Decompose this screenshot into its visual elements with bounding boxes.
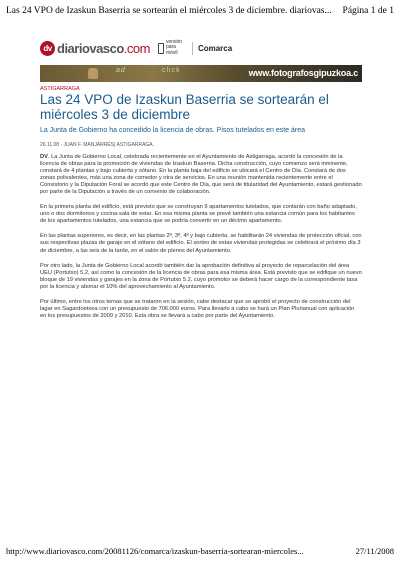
header-divider [192, 42, 193, 55]
print-header [6, 6, 394, 16]
mobile-phone-icon[interactable] [158, 43, 164, 54]
print-url: http://www.diariovasco.com/20081126/comarca/izaskun-baserria-sortearan-miercoles... [6, 546, 304, 556]
article-paragraph-text: . La Junta de Gobierno Local, celebrada recientemente en el Ayuntamiento de Astigarraga, acordó la concesión de la licencia de obras para la promoción de viviendas de Izaskun Baserria. Dicha construcción, cuyo comienzo será inminente, constará de 4 plantas y bajo cubierta y sótano. En la planta baja del edificio se ubicará el Centro de Día. Constará de dos zonas polivalentes, más una zona de comedor y otra de servicios. En una reunión mantenida recientemente entre el Consistorio y la Diputación Foral se acordó que este Centro de Día, que será de titularidad del Ayuntamiento, estará gestionado por parte de la Diputación a través de un convenio de colaboración. [40, 153, 362, 195]
banner-ad-text: ad [116, 67, 126, 74]
article-subtitle: La Junta de Gobierno ha concedido la licencia de obras. Pisos tutelados en este área [40, 127, 306, 134]
banner-url-text: www.fotografosgipuzkoa.c [248, 68, 358, 78]
site-header [40, 38, 362, 58]
print-page-title: Las 24 VPO de Izaskun Baserria se sortearán el miércoles 3 de diciembre. diariovas... [6, 6, 332, 16]
lead-label: DV [40, 153, 48, 160]
section-link-comarca[interactable]: Comarca [197, 43, 233, 53]
hand-image-icon [88, 68, 98, 79]
mobile-version-link[interactable]: versión para móvil [165, 38, 183, 56]
site-logo-tld: .com [123, 40, 150, 56]
site-logo-name: diariovasco [57, 40, 124, 56]
article-paragraph: Por otro lado, la Junta de Gobierno Local acordó también dar la aprobación definitiva al proyecto de reparcelación del área UEU (Portutxo) 5.2, así como la concesión de la licencia de obras para esa misma área. Está previsto que se edifique un nuevo bloque de 19 viviendas y garajes en la zona de Portutxo 5.2, cuyo promotor se deberá hacer cargo de la correspondiente tasa por la licencia y abonar el 10% del aprovechamiento al Ayuntamiento. [40, 262, 362, 290]
banner-click-text: click [162, 67, 181, 74]
article-body [40, 154, 362, 321]
print-footer [6, 546, 394, 556]
site-logo-badge[interactable]: dv [40, 41, 55, 56]
print-date: 27/11/2008 [355, 546, 394, 556]
article-paragraph: En las plantas superiores, es decir, en las plantas 2ª, 3ª, 4ª y bajo cubierta, se habilitarán 24 viviendas de protección oficial, con sus respectivas plazas de garaje en el sótano del edificio. El sorteo de estas viviendas protegidas se celebrará el próximo día 3 de diciembre, a las seis de la tarde, en el salón de plenos del Ayuntamiento. [40, 233, 362, 254]
article-paragraph: En la primera planta del edificio, está previsto que se construyan 9 apartamentos tutelados, que contarán con baño adaptado, uno o dos dormitorios y cocina-sala de estar. En esa misma planta se prevé también una estancia común para los habitantes de los apartamentos tutelados, una estancia que se podría convertir en un décimo apartamento. [40, 204, 357, 225]
site-logo[interactable] [57, 41, 150, 56]
article-paragraph [40, 154, 362, 197]
print-page-number: Página 1 de 1 [342, 6, 394, 16]
article-headline: Las 24 VPO de Izaskun Baserria se sortearán el miércoles 3 de diciembre [40, 92, 329, 122]
article-paragraph: Por último, entre los otros temas que se trataron en la sesión, cabe destacar que se aprobó el proyecto de construcción del lagar en Sagardoetxea con un presupuesto de 706.000 euros. Para llevarlo a cabo se hará un Plan Plurianual con aplicación en los presupuestos de 2009 y 2010. Esta obra se llevará a cabo por parte del Ayuntamiento. [40, 299, 355, 320]
ad-banner[interactable] [40, 65, 362, 82]
article-category[interactable]: ASTIGARRAGA [40, 86, 80, 92]
article [40, 86, 362, 328]
article-byline: 26.11.08 - JUAN F. MANJARRÉS| ASTIGARRAGA. [40, 141, 155, 148]
